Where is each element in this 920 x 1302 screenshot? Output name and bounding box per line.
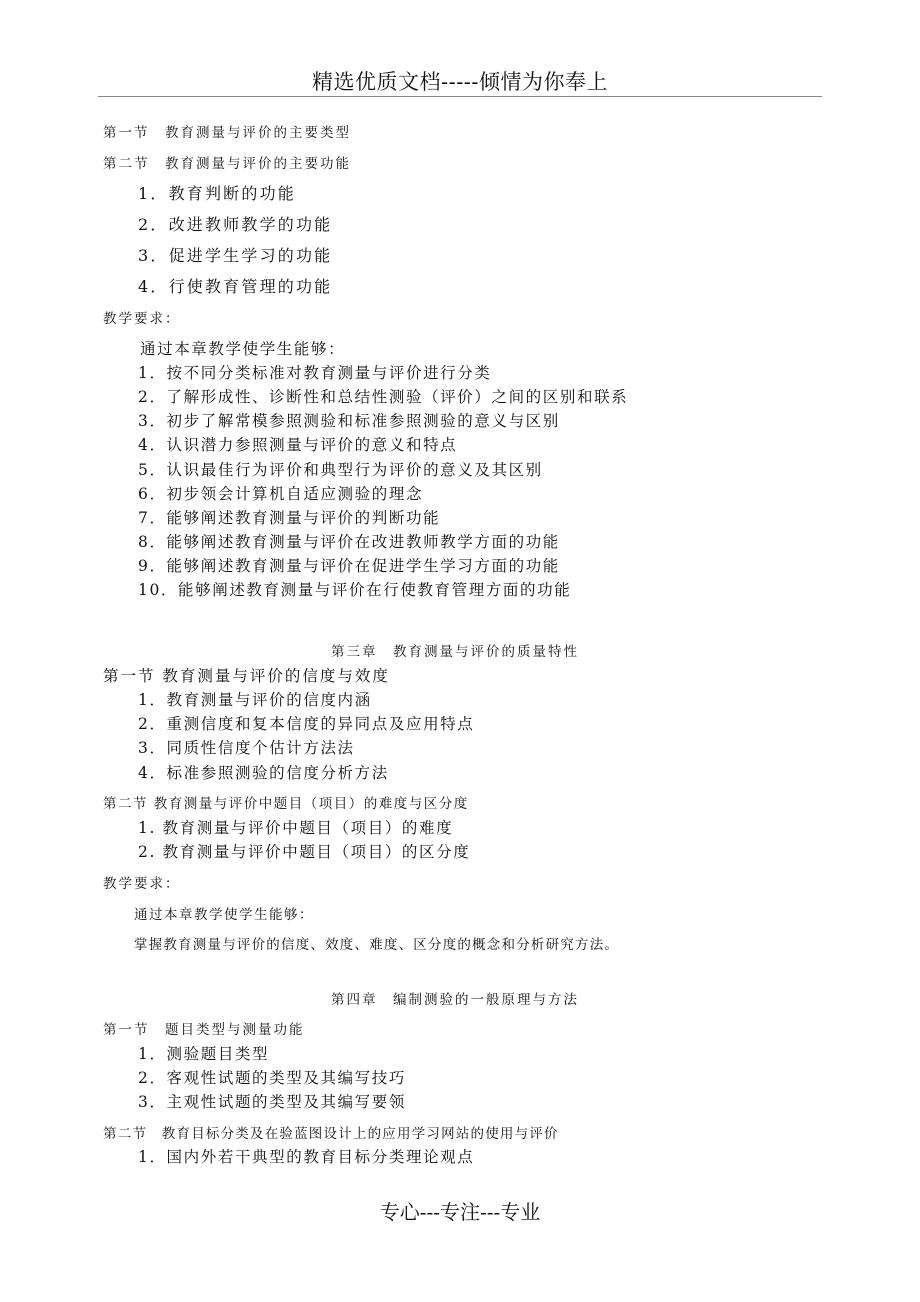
list-item: 2．了解形成性、诊断性和总结性测验（评价）之间的区别和联系 xyxy=(138,388,629,406)
list-item: 10．能够阐述教育测量与评价在行使教育管理方面的功能 xyxy=(138,581,572,599)
requirements-intro: 通过本章教学使学生能够： xyxy=(140,340,346,358)
section-heading: 第二节 教育测量与评价中题目（项目）的难度与区分度 xyxy=(103,796,469,812)
chapter-title: 第四章 编制测验的一般原理与方法 xyxy=(331,992,579,1008)
requirements-label: 教学要求： xyxy=(103,876,181,892)
section-heading: 第一节 题目类型与测量功能 xyxy=(103,1022,305,1038)
list-item: 4．行使教育管理的功能 xyxy=(138,277,333,296)
list-item: 2．改进教师教学的功能 xyxy=(138,215,333,234)
list-item: 4．标准参照测验的信度分析方法 xyxy=(138,764,389,782)
list-item: 8．能够阐述教育测量与评价在改进教师教学方面的功能 xyxy=(138,533,560,551)
list-item: 1．按不同分类标准对教育测量与评价进行分类 xyxy=(138,364,492,382)
list-item: 3．主观性试题的类型及其编写要领 xyxy=(138,1093,406,1111)
list-item: 4．认识潜力参照测量与评价的意义和特点 xyxy=(138,436,458,454)
list-item: 7．能够阐述教育测量与评价的判断功能 xyxy=(138,509,441,527)
list-item: 9．能够阐述教育测量与评价在促进学生学习方面的功能 xyxy=(138,557,560,575)
list-item: 1．教育判断的功能 xyxy=(138,184,296,203)
list-item: 3．初步了解常模参照测验和标准参照测验的意义与区别 xyxy=(138,412,560,430)
list-item: 3．同质性信度个估计方法法 xyxy=(138,739,355,757)
header-rule xyxy=(98,96,822,97)
list-item: 3．促进学生学习的功能 xyxy=(138,246,333,265)
page-footer: 专心---专注---专业 xyxy=(379,1200,541,1224)
section-heading: 第二节 教育测量与评价的主要功能 xyxy=(103,156,351,172)
list-item: 2. 教育测量与评价中题目（项目）的区分度 xyxy=(138,843,471,861)
list-item: 1．教育测量与评价的信度内涵 xyxy=(138,691,372,709)
list-item: 2．重测信度和复本信度的异同点及应用特点 xyxy=(138,715,475,733)
section-heading: 第一节 教育测量与评价的信度与效度 xyxy=(103,667,390,685)
page-header: 精选优质文档-----倾情为你奉上 xyxy=(312,70,608,94)
chapter-title: 第三章 教育测量与评价的质量特性 xyxy=(331,644,579,660)
list-item: 6．初步领会计算机自适应测验的理念 xyxy=(138,485,424,503)
requirements-text: 掌握教育测量与评价的信度、效度、难度、区分度的概念和分析研究方法。 xyxy=(134,937,620,953)
list-item: 1．国内外若干典型的教育目标分类理论观点 xyxy=(138,1148,475,1166)
list-item: 1. 教育测量与评价中题目（项目）的难度 xyxy=(138,819,454,837)
list-item: 1．测验题目类型 xyxy=(138,1045,270,1063)
section-heading: 第二节 教育目标分类及在验蓝图设计上的应用学习网站的使用与评价 xyxy=(103,1126,559,1142)
section-heading: 第一节 教育测量与评价的主要类型 xyxy=(103,125,351,141)
list-item: 2．客观性试题的类型及其编写技巧 xyxy=(138,1069,406,1087)
requirements-intro: 通过本章教学使学生能够： xyxy=(134,907,314,923)
list-item: 5．认识最佳行为评价和典型行为评价的意义及其区别 xyxy=(138,461,543,479)
requirements-label: 教学要求： xyxy=(103,311,181,327)
